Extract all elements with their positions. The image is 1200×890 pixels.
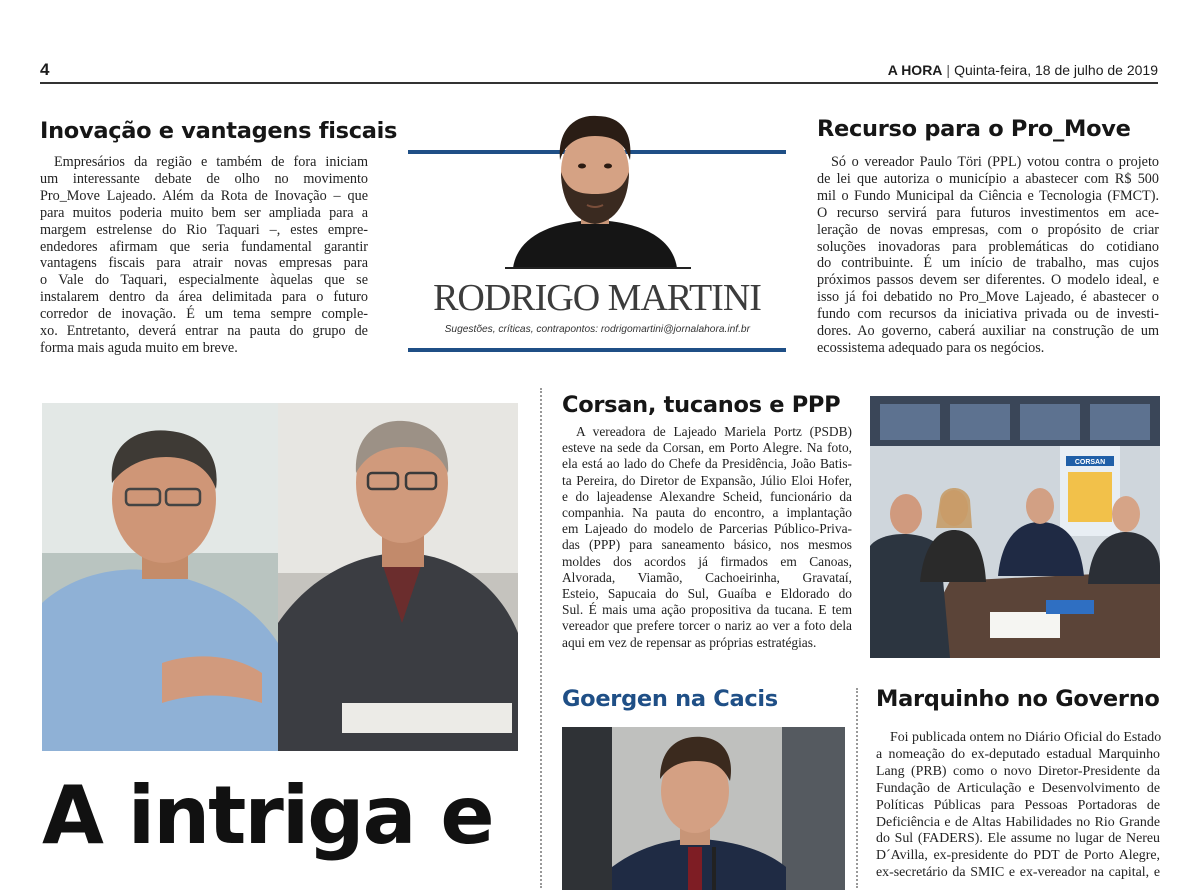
marquinho-article — [876, 730, 1160, 882]
inovacao-line: margem estrelense do Rio Taquari –, estes empre- — [40, 221, 368, 238]
two-men-photo — [42, 403, 518, 751]
header-separator: | — [946, 62, 951, 78]
recurso-headline: Recurso para o Pro_Move — [817, 116, 1131, 142]
inovacao-line: para muitos poderia muito bem ser ampliada para a — [40, 204, 368, 221]
recurso-line: leração de novas empresas, com o propósito de criar — [817, 221, 1159, 238]
newspaper-brand: A HORA — [887, 62, 943, 78]
columnist-name: RODRIGO MARTINI — [433, 277, 761, 319]
columnist-portrait — [505, 110, 685, 268]
corsan-line: companhia. Na pauta do encontro, a implantação — [562, 505, 852, 521]
marquinho-line: do Sul (FADERS). Ele assume no lugar de Nereu — [876, 831, 1160, 847]
corsan-line: em Lajeado do modelo de Parcerias Público-Priva- — [562, 521, 852, 537]
marquinho-line: Deficiência e de Altas Habilidades no Rio Grande — [876, 814, 1160, 830]
corsan-line: e do lajeadense Alexandre Scheid, funcionário da — [562, 488, 852, 504]
corsan-line: Sul. É mais uma ação propositiva da tucana. E tem — [562, 602, 852, 618]
main-headline: A intriga e — [42, 769, 493, 862]
publication-date: Quinta-feira, 18 de julho de 2019 — [954, 62, 1158, 78]
recurso-line: O recurso servirá para futuros investimentos em ace- — [817, 204, 1159, 221]
recurso-line: de lei que autoriza o município a abastecer com R$ 500 — [817, 170, 1159, 187]
corsan-line: esteve na sede da Corsan, em Porto Alegre. Na foto, — [562, 440, 852, 456]
recurso-line: soluções inovadoras para problemáticas do cotidiano — [817, 238, 1159, 255]
columnist-photo-base — [505, 267, 691, 269]
inovacao-line: um interessante debate de olho no movimento — [40, 170, 368, 187]
corsan-sign: CORSAN — [1074, 459, 1106, 466]
masthead-date — [888, 62, 1158, 78]
marquinho-line: a nomeação do ex-deputado estadual Marquinho — [876, 746, 1160, 762]
recurso-line: mil o Fundo Municipal da Ciência e Tecnologia (FMCT). — [817, 187, 1159, 204]
inovacao-headline: Inovação e vantagens fiscais — [40, 118, 398, 144]
inovacao-line: endedores afirmam que seria fundamental garantir — [40, 238, 368, 255]
column-separator — [540, 388, 542, 888]
corsan-line: aqui em vez de repensar as próprias estratégias. — [562, 634, 817, 650]
goergen-photo — [562, 727, 845, 890]
recurso-article — [817, 154, 1159, 357]
marquinho-line: Foi publicada ontem no Diário Oficial do Estado — [890, 730, 1162, 745]
columnist-rule-bottom — [408, 348, 786, 352]
marquinho-line: Lang (PRB) como o novo Diretor-Presidente da — [876, 763, 1160, 779]
recurso-line: fundo com recursos da iniciativa privada ou de investi- — [817, 306, 1159, 323]
marquinho-line: Fundação de Articulação e Desenvolvimento de — [876, 780, 1160, 796]
corsan-line: Alvorada, Viamão, Cachoeirinha, Gravataí, — [562, 569, 852, 585]
inovacao-line: Pro_Move Lajeado. Além da Rota de Inovação – que — [40, 187, 368, 204]
corsan-line: ela está ao lado do Chefe da Presidência, João Batis- — [562, 456, 852, 472]
corsan-line: vereador que prefere torcer o nariz ao ver a foto dela — [562, 618, 852, 634]
inovacao-line: instalarem dentro da área delimitada para o futuro — [40, 289, 368, 306]
corsan-line: Esteio, Sapucaia do Sul, Guaíba e Eldorado do — [562, 586, 852, 602]
marquinho-line: D´Avilla, ex-presidente do PDT de Porto Alegre, — [876, 848, 1160, 864]
header-rule — [40, 82, 1158, 84]
corsan-line: moldes dos acordos já firmados em Canoas, — [562, 553, 852, 569]
inovacao-line: corredor de inovação. É um tema sempre comple- — [40, 306, 368, 323]
marquinho-line: ex-secretário da SMIC e ex-vereador na capital, e — [876, 865, 1160, 881]
corsan-line: das (PPP) para saneamento básico, nos mesmos — [562, 537, 852, 553]
corsan-line: ta Pereira, do Diretor de Expansão, Júlio Eloi Hofer, — [562, 472, 852, 488]
inovacao-line: vantagens fiscais para atrair novas empresas para — [40, 255, 368, 272]
goergen-headline: Goergen na Cacis — [562, 686, 778, 712]
recurso-line: próximos passos devem ser diferentes. O modelo ideal, e — [817, 272, 1159, 289]
inovacao-line: o Vale do Taquari, especialmente àquelas que se — [40, 272, 368, 289]
columnist-contact: Sugestões, críticas, contrapontos: rodrigomartini@jornalahora.inf.br — [444, 324, 750, 335]
inovacao-line: xo. Entretanto, deverá entrar na pauta do grupo de — [40, 323, 368, 340]
corsan-article — [562, 424, 852, 651]
page-number: 4 — [40, 60, 50, 79]
marquinho-headline: Marquinho no Governo — [876, 686, 1160, 712]
inovacao-article — [40, 154, 368, 357]
corsan-headline: Corsan, tucanos e PPP — [562, 392, 841, 418]
recurso-line: ecossistema adequado para os negócios. — [817, 339, 1045, 356]
marquinho-line: Políticas Públicas para Pessoas Portadoras de — [876, 797, 1160, 813]
recurso-line: Só o vereador Paulo Töri (PPL) votou contra o projeto — [831, 154, 1159, 170]
recurso-line: isso já foi debatido no Pro_Move Lajeado, é abastecer o — [817, 289, 1159, 306]
recurso-line: dores. Ao governo, caberá auxiliar na construção de um — [817, 323, 1159, 340]
inovacao-line: forma mais aguda muito em breve. — [40, 339, 238, 356]
corsan-line: A vereadora de Lajeado Mariela Portz (PSDB) — [576, 424, 852, 439]
meeting-photo — [870, 396, 1160, 658]
column-separator — [856, 688, 858, 888]
inovacao-line: Empresários da região e também de fora iniciam — [54, 154, 368, 170]
recurso-line: do contribuinte. É um início de trabalho, mas cujos — [817, 255, 1159, 272]
